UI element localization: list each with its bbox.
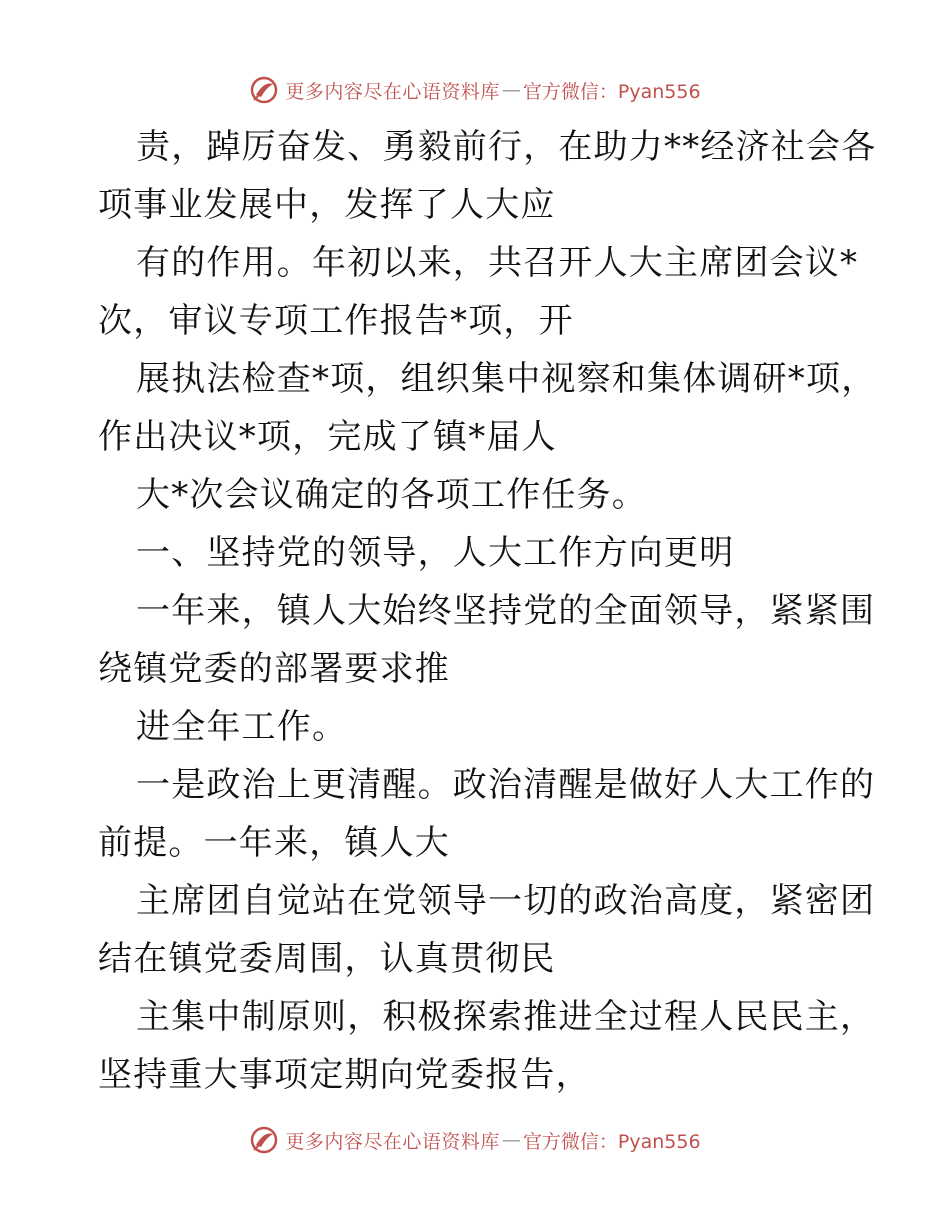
text-line: 项事业发展中，发挥了人大应 [98, 185, 556, 225]
footer-watermark [0, 1120, 950, 1160]
paragraph [98, 988, 876, 1104]
pen-logo-icon [249, 1125, 279, 1155]
text-line: 一年来，镇人大始终坚持党的全面领导，紧紧围 [136, 591, 876, 631]
watermark-dash: — [501, 1129, 521, 1151]
document-body [98, 118, 877, 1104]
paragraph [98, 118, 877, 234]
text-line: 责，踔厉奋发、勇毅前行，在助力**经济社会各 [136, 127, 877, 167]
text-line: 次，审议专项工作报告*项，开 [98, 301, 574, 341]
text-line: 展执法检查*项，组织集中视察和集体调研*项， [136, 359, 877, 399]
text-line: 坚持重大事项定期向党委报告， [98, 1055, 591, 1095]
paragraph [98, 756, 876, 872]
paragraph [98, 466, 858, 524]
text-line: 主席团自觉站在党领导一切的政治高度，紧密团 [136, 881, 876, 921]
watermark-contact: 官方微信：Pyan556 [522, 1130, 701, 1153]
text-line: 前提。一年来，镇人大 [98, 823, 450, 863]
watermark-text: 更多内容尽在心语资料库 [285, 1130, 500, 1153]
text-line: 作出决议*项，完成了镇*届人 [98, 417, 557, 457]
section-heading [98, 524, 858, 582]
header-watermark [0, 70, 950, 110]
text-line: 主集中制原则，积极探索推进全过程人民民主， [136, 997, 876, 1037]
watermark-dash: — [501, 79, 521, 101]
text-line: 大*次会议确定的各项工作任务。 [136, 475, 647, 515]
text-line: 一是政治上更清醒。政治清醒是做好人大工作的 [136, 765, 876, 805]
text-line: 有的作用。年初以来，共召开人大主席团会议* [136, 243, 859, 283]
text-line: 绕镇党委的部署要求推 [98, 649, 450, 689]
paragraph [98, 350, 877, 466]
watermark-text: 更多内容尽在心语资料库 [285, 80, 500, 103]
pen-logo-icon [249, 75, 279, 105]
watermark-contact: 官方微信：Pyan556 [522, 80, 701, 103]
paragraph [98, 698, 858, 756]
text-line: 进全年工作。 [136, 707, 348, 747]
paragraph [98, 234, 858, 350]
paragraph [98, 872, 876, 988]
paragraph [98, 582, 876, 698]
text-line: 结在镇党委周围，认真贯彻民 [98, 939, 556, 979]
text-line: 一、坚持党的领导，人大工作方向更明 [136, 533, 735, 573]
